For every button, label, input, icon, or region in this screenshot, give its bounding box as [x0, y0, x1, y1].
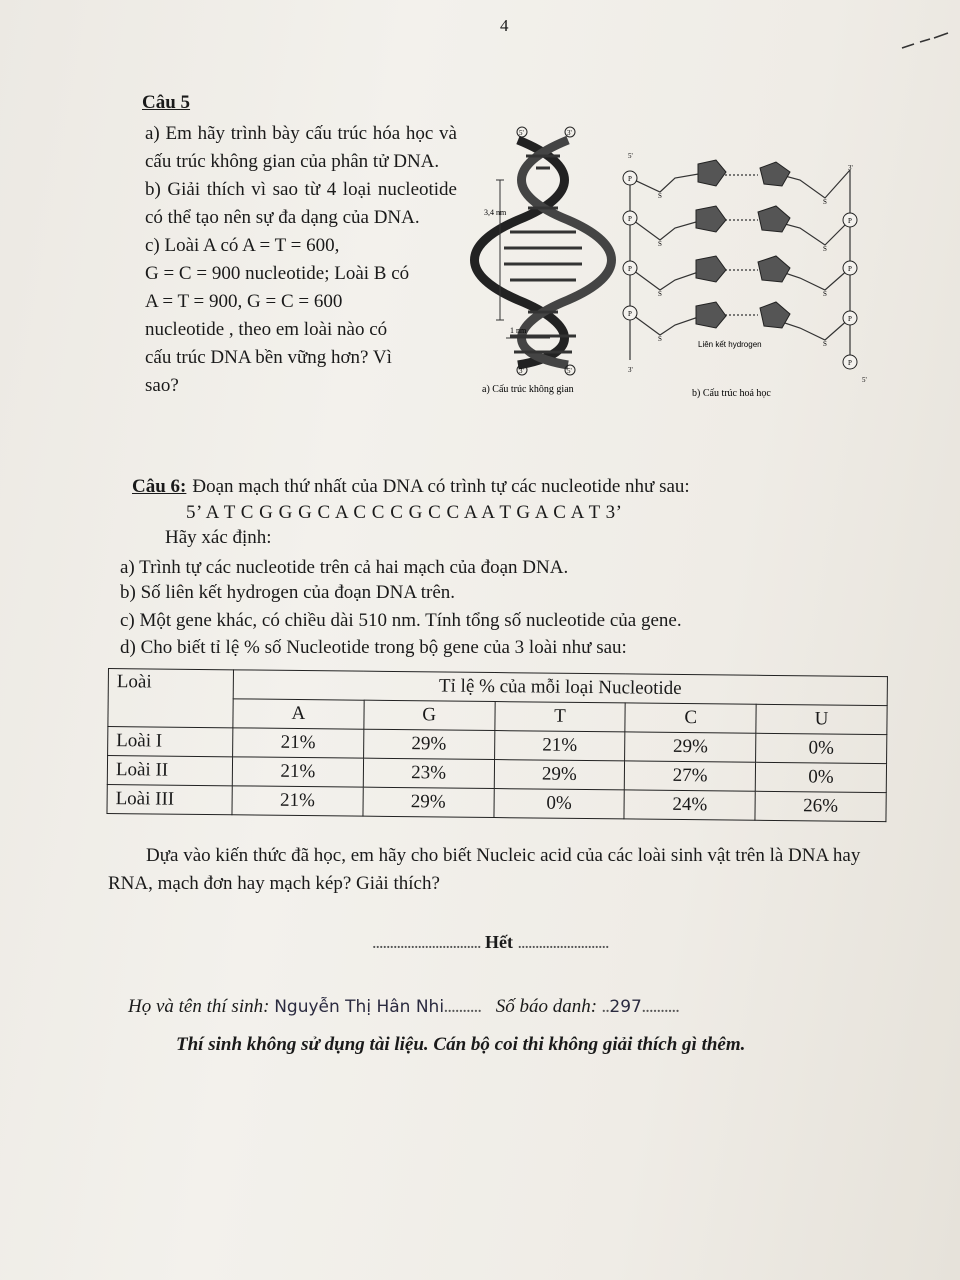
sugar-label: S [823, 290, 827, 298]
species-name: Loài I [108, 727, 233, 757]
sugar-label: S [823, 198, 827, 206]
question-5c-line4: nucleotide , theo em loài nào có [145, 319, 388, 340]
phosphate-label: P [628, 215, 632, 223]
sugar-label: S [823, 245, 827, 253]
phosphate-label: P [848, 315, 852, 323]
question-5a: a) Em hãy trình bày cấu trúc hóa học và cấu trúc không gian của phân tử DNA. [145, 123, 457, 172]
species-name: Loài II [107, 756, 232, 786]
question-5c-line1: c) Loài A có A = T = 600, [145, 235, 340, 256]
caption-spatial-structure: a) Cấu trúc không gian [482, 384, 574, 395]
helix-bottom-left-end: 3' [519, 367, 524, 375]
nucleotide-ratio-table [106, 668, 887, 822]
column-header: U [756, 704, 887, 734]
question-5c-line3: A = T = 900, G = C = 600 [145, 291, 343, 312]
candidate-name-label: Họ và tên thí sinh: [128, 996, 270, 1017]
table-cell: 0% [494, 789, 625, 819]
phosphate-label: P [848, 265, 852, 273]
table-cell: 29% [363, 787, 494, 817]
column-header: A [233, 699, 364, 729]
table-cell: 23% [363, 758, 494, 788]
page-number: 4 [500, 16, 509, 35]
question-5c-line2: G = C = 900 nucleotide; Loài B có [145, 263, 410, 284]
sugar-label: S [658, 192, 662, 200]
helix-bottom-right-end: 5' [567, 367, 572, 375]
question-5c-line6: sao? [145, 375, 179, 396]
question-6-label: Câu 6: [132, 476, 187, 497]
sugar-label: S [658, 335, 662, 343]
question-5-body [145, 120, 457, 400]
determine-prompt: Hãy xác định: [165, 527, 272, 548]
table-cell: 21% [494, 731, 625, 761]
caption-chemical-structure: b) Cấu trúc hoá học [692, 388, 771, 399]
table-cell: 26% [755, 791, 886, 821]
column-header: C [625, 703, 756, 733]
question-6-heading [132, 476, 690, 498]
candidate-id-value: 297 [609, 997, 642, 1017]
question-6-intro: Đoạn mạch thứ nhất của DNA có trình tự các nucleotide như sau: [192, 476, 690, 497]
question-5c-line5: cấu trúc DNA bền vững hơn? Vì [145, 347, 392, 368]
double-helix-illustration [475, 140, 612, 365]
column-header: T [494, 702, 625, 732]
candidate-info: Họ và tên thí sinh: Nguyễn Thị Hân Nhi.......... Số báo danh: ..297.......... [128, 996, 680, 1017]
exam-notice: Thí sinh không sử dụng tài liệu. Cán bộ coi thi không giải thích gì thêm. [176, 1034, 746, 1055]
dna-structure-figure [470, 120, 890, 410]
chem-top-left-end: 5' [628, 152, 633, 160]
table-cell: 29% [625, 732, 756, 762]
helix-width-label: 1 nm [510, 326, 527, 335]
dna-sequence: 5’ A T C G G G C A C C C G C C A A T G A C A T 3’ [186, 502, 623, 523]
chem-bottom-left-end: 3' [628, 366, 633, 374]
column-header: G [364, 700, 495, 730]
table-cell: 0% [756, 733, 887, 763]
phosphate-label: P [848, 359, 852, 367]
sugar-label: S [658, 240, 662, 248]
candidate-name-value: Nguyễn Thị Hân Nhi [274, 997, 445, 1017]
table-cell: 21% [233, 728, 364, 758]
conclusion-question: Dựa vào kiến thức đã học, em hãy cho biết Nucleic acid của các loài sinh vật trên là DNA hay RNA, mạch đơn hay mạch kép? Giải thích? [108, 845, 861, 894]
helix-length-label: 3,4 nm [484, 208, 507, 217]
phosphate-label: P [628, 265, 632, 273]
end-label: Hết [485, 932, 513, 952]
ratio-header: Tỉ lệ % của mỗi loại Nucleotide [233, 670, 887, 706]
table-cell: 24% [624, 790, 755, 820]
chem-top-right-end: 3' [848, 164, 853, 172]
phosphate-label: P [628, 310, 632, 318]
helix-top-left-end: 5' [519, 129, 524, 137]
phosphate-label: P [628, 175, 632, 183]
chem-bottom-right-end: 5' [862, 376, 867, 384]
species-header: Loài [108, 669, 234, 728]
question-6a: a) Trình tự các nucleotide trên cả hai mạch của đoạn DNA. [120, 557, 569, 578]
question-6d: d) Cho biết tỉ lệ % số Nucleotide trong bộ gene của 3 loài như sau: [120, 637, 627, 658]
table-cell: 29% [494, 760, 625, 790]
end-marker: ............................... Hết .......................... [372, 932, 609, 952]
sugar-label: S [658, 290, 662, 298]
table-cell: 21% [232, 757, 363, 787]
table-cell: 21% [232, 786, 363, 816]
table-cell: 0% [755, 762, 886, 792]
question-6c: c) Một gene khác, có chiều dài 510 nm. Tính tổng số nucleotide của gene. [120, 610, 682, 631]
question-6b: b) Số liên kết hydrogen của đoạn DNA trên. [120, 582, 456, 603]
table-cell: 27% [625, 761, 756, 791]
sugar-label: S [823, 340, 827, 348]
table-cell: 29% [363, 729, 494, 759]
species-name: Loài III [107, 784, 232, 814]
chemical-structure-illustration [630, 170, 850, 362]
question-5b: b) Giải thích vì sao từ 4 loại nucleotide có thể tạo nên sự đa dạng của DNA. [145, 179, 457, 228]
helix-top-right-end: 3' [567, 129, 572, 137]
hydrogen-bond-label: Liên kết hydrogen [698, 340, 762, 349]
question-5-title: Câu 5 [142, 92, 191, 113]
pen-mark [900, 30, 952, 52]
candidate-id-label: Số báo danh: [495, 996, 598, 1017]
phosphate-label: P [848, 217, 852, 225]
